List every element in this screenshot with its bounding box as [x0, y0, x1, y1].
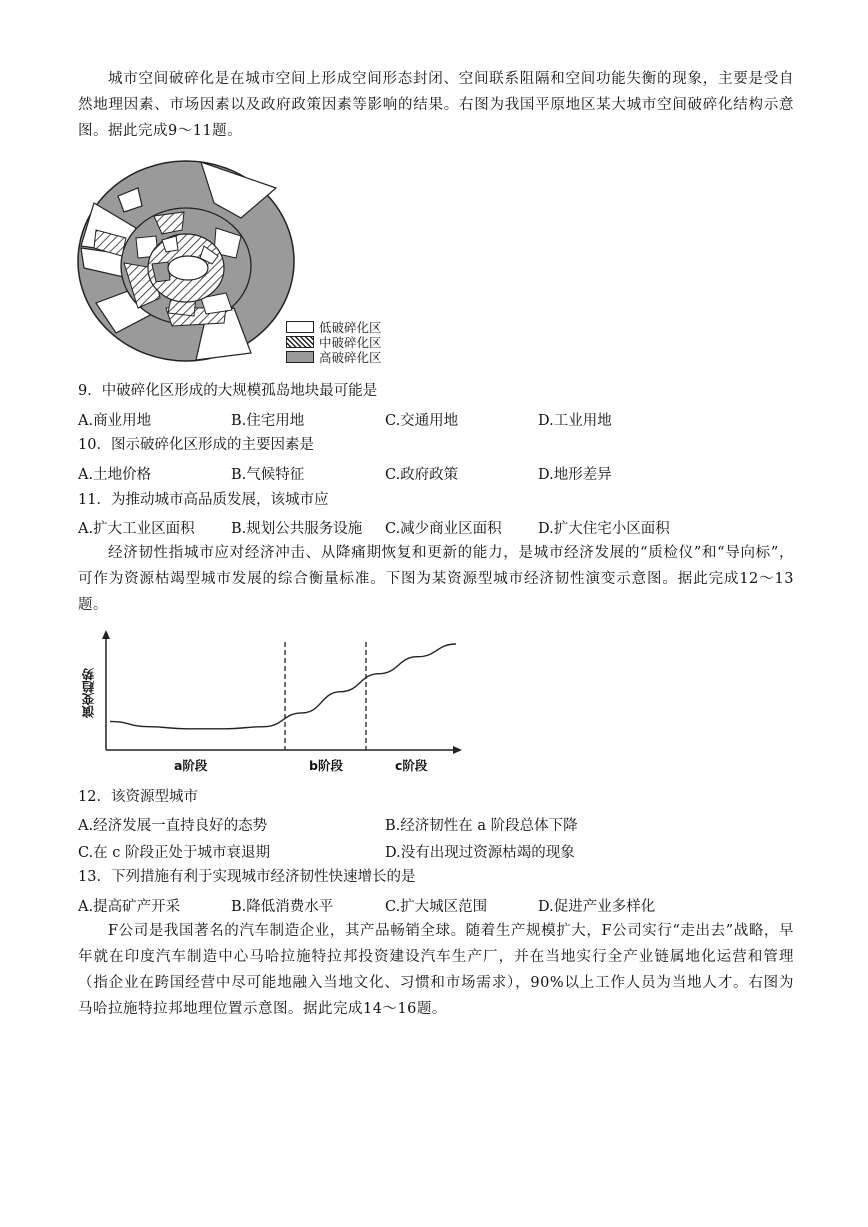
q9-option-d: D.工业用地 [538, 413, 612, 429]
q11-option-b: B.规划公共服务设施 [231, 521, 363, 537]
q13-option-c: C.扩大城区范围 [385, 899, 488, 915]
q12-option-c: C.在 c 阶段正处于城市衰退期 [78, 845, 271, 861]
q10-option-c: C.政府政策 [385, 467, 459, 483]
legend-high-label: 高破碎化区 [319, 350, 382, 365]
q10-stem: 10．图示破碎化区形成的主要因素是 [78, 437, 314, 453]
q13-option-b: B.降低消费水平 [231, 899, 334, 915]
q11-option-a: A.扩大工业区面积 [78, 521, 195, 537]
q9-option-a: A.商业用地 [78, 413, 152, 429]
q13-option-a: A.提高矿产开采 [78, 899, 181, 915]
q12-option-d: D.没有出现过资源枯竭的现象 [385, 845, 575, 861]
trend-line [110, 644, 456, 729]
q12-option-b: B.经济韧性在 a 阶段总体下降 [385, 818, 578, 834]
core [168, 256, 208, 280]
intro-paragraph-1: 城市空间破碎化是在城市空间上形成空间形态封闭、空间联系阻隔和空间功能失衡的现象，主要是受自然地理因素、市场因素以及政府政策因素等影响的结果。右图为我国平原地区某大城市空间破碎化结构示意图。据此完成9～11题。 [78, 71, 794, 139]
q12-option-a: A.经济发展一直持良好的态势 [78, 818, 268, 834]
q13-stem: 13．下列措施有利于实现城市经济韧性快速增长的是 [78, 869, 416, 885]
fragmentation-diagram [76, 158, 306, 368]
x-axis-arrow [453, 746, 462, 754]
legend-low-label: 低破碎化区 [319, 320, 382, 335]
q9-stem: 9．中破碎化区形成的大规模孤岛地块最可能是 [78, 383, 378, 399]
q13-option-d: D.促进产业多样化 [538, 899, 656, 915]
q10-option-b: B.气候特征 [231, 467, 305, 483]
legend-high-swatch [286, 351, 314, 363]
legend-low-swatch [286, 321, 314, 333]
y-axis-label: 演变趋势 [81, 668, 96, 718]
resilience-chart [80, 628, 470, 758]
q9-option-c: C.交通用地 [385, 413, 459, 429]
stage-label-a: a阶段 [174, 758, 208, 773]
q11-option-d: D.扩大住宅小区面积 [538, 521, 670, 537]
stage-label-b: b阶段 [309, 758, 343, 773]
q9-option-b: B.住宅用地 [231, 413, 305, 429]
intro-paragraph-2: 经济韧性指城市应对经济冲击、从降痛期恢复和更新的能力，是城市经济发展的“质检仪”和“导向标”，可作为资源枯竭型城市发展的综合衡量标准。下图为某资源型城市经济韧性演变示意图。据此完成12～13题。 [78, 545, 794, 613]
q12-stem: 12．该资源型城市 [78, 789, 198, 805]
stage-label-c: c阶段 [395, 758, 428, 773]
q10-option-a: A.土地价格 [78, 467, 152, 483]
legend-mid-label: 中破碎化区 [319, 335, 382, 350]
q11-stem: 11．为推动城市高品质发展，该城市应 [78, 492, 329, 508]
intro-paragraph-3: F公司是我国著名的汽车制造企业，其产品畅销全球。随着生产规模扩大，F公司实行“走出去”战略，早年就在印度汽车制造中心马哈拉施特拉邦投资建设汽车生产厂，并在当地实行全产业链属地化运营和管理（指企业在跨国经营中尽可能地融入当地文化、习惯和市场需求），90%以上工作人员为当地人才。右图为马哈拉施特拉邦地理位置示意图。据此完成14～16题。 [78, 923, 794, 1017]
q11-option-c: C.减少商业区面积 [385, 521, 502, 537]
legend-high [286, 348, 382, 366]
legend-mid-swatch [286, 336, 314, 348]
y-axis-arrow [102, 630, 110, 639]
q10-option-d: D.地形差异 [538, 467, 612, 483]
